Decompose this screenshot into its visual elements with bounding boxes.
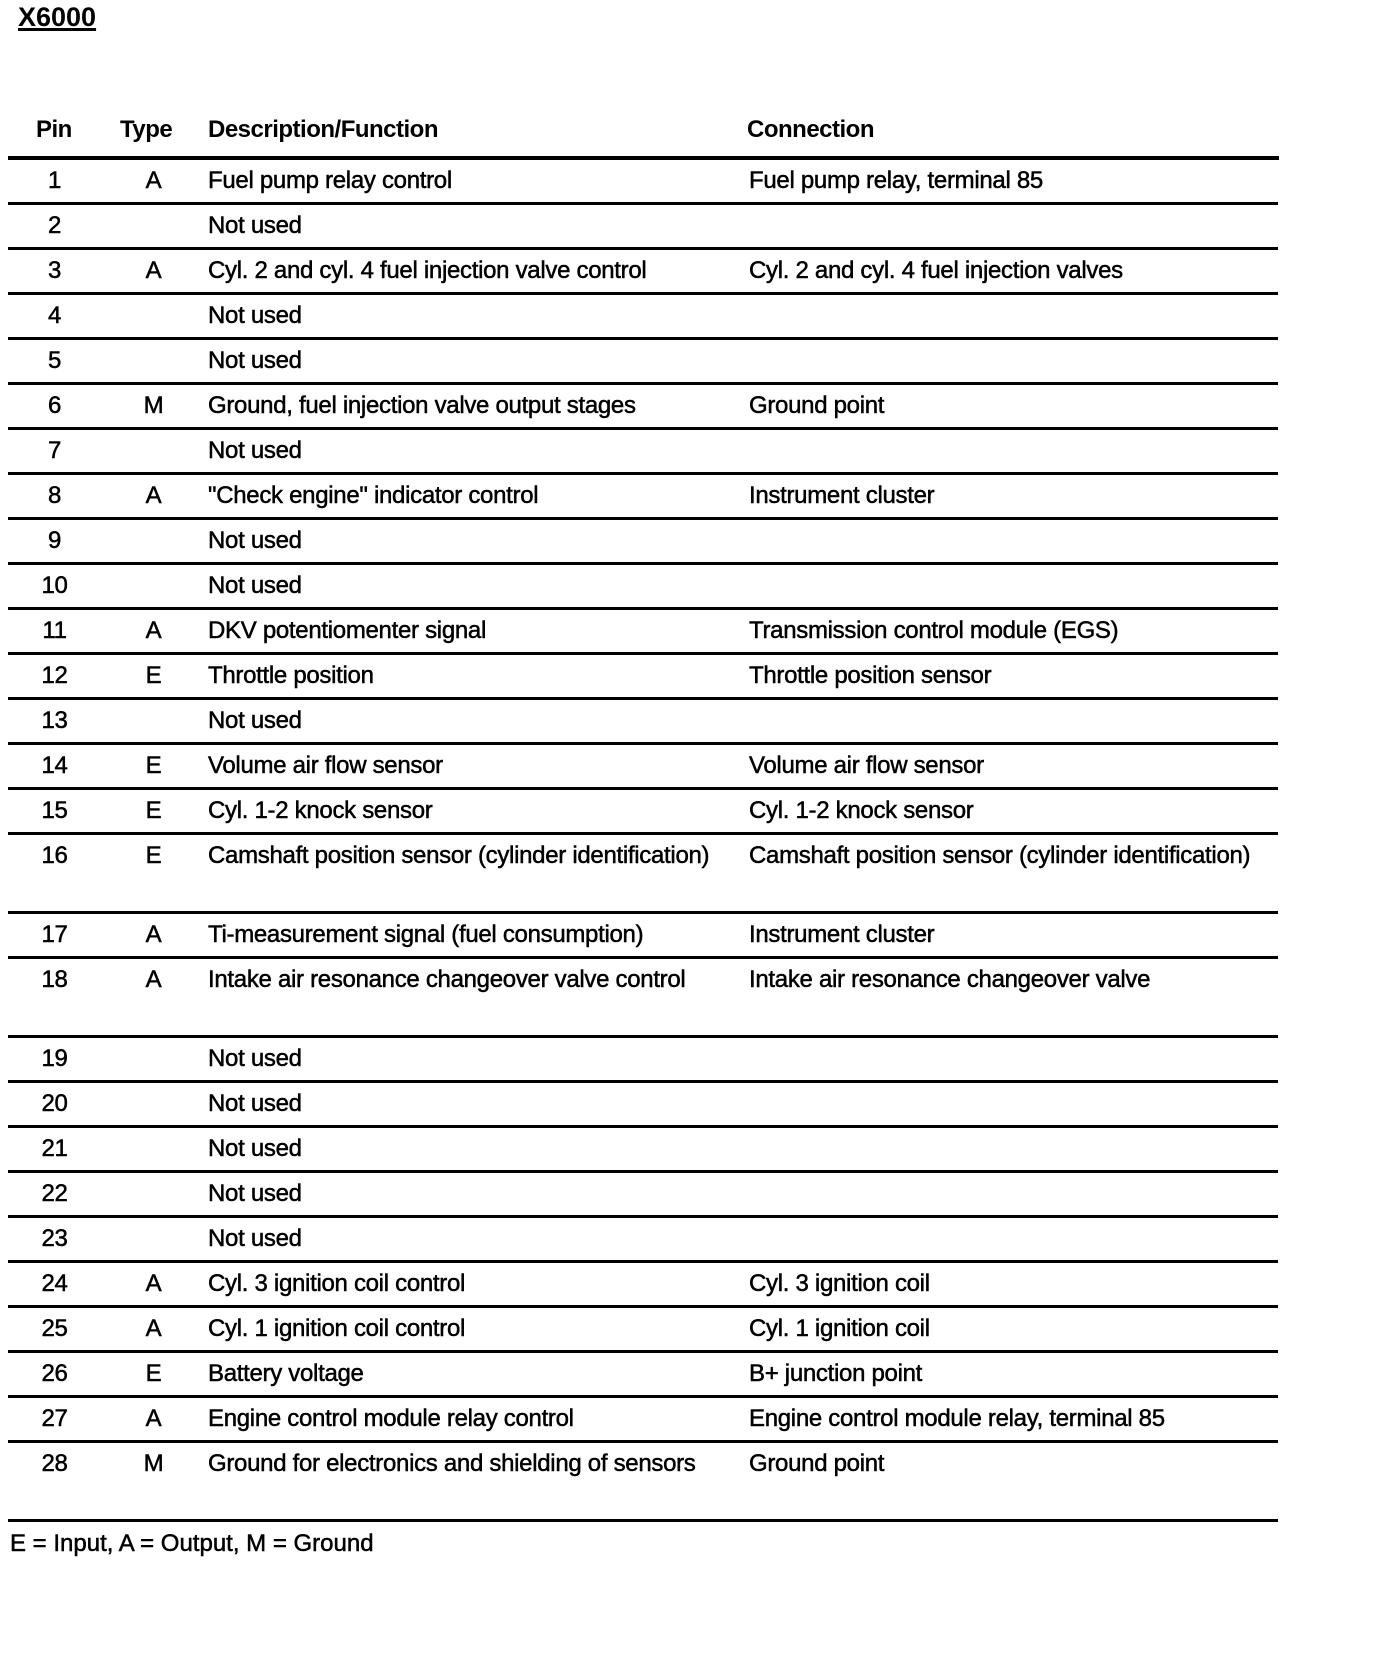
table-row — [8, 1307, 1278, 1352]
description-cell: Not used — [206, 699, 747, 744]
connection-cell — [747, 1217, 1278, 1262]
connection-cell — [747, 519, 1278, 564]
description-cell: Cyl. 1 ignition coil control — [206, 1307, 747, 1352]
pin-cell: 10 — [8, 564, 101, 609]
pin-cell: 13 — [8, 699, 101, 744]
type-cell — [101, 294, 206, 339]
connection-cell: Ground point — [747, 1442, 1278, 1521]
type-cell: A — [101, 913, 206, 958]
pin-cell: 11 — [8, 609, 101, 654]
table-row — [8, 384, 1278, 429]
connection-cell — [747, 564, 1278, 609]
type-cell: A — [101, 958, 206, 1037]
table-row — [8, 160, 1278, 204]
description-cell: Ground, fuel injection valve output stages — [206, 384, 747, 429]
type-cell: A — [101, 1397, 206, 1442]
connection-cell: B+ junction point — [747, 1352, 1278, 1397]
table-row — [8, 1127, 1278, 1172]
pin-cell: 20 — [8, 1082, 101, 1127]
connection-cell: Ground point — [747, 384, 1278, 429]
connection-cell: Instrument cluster — [747, 474, 1278, 519]
description-cell: Not used — [206, 1217, 747, 1262]
description-cell: Volume air flow sensor — [206, 744, 747, 789]
connection-cell — [747, 1037, 1278, 1082]
connection-cell: Cyl. 3 ignition coil — [747, 1262, 1278, 1307]
pin-cell: 14 — [8, 744, 101, 789]
connection-cell — [747, 1127, 1278, 1172]
table-row — [8, 1172, 1278, 1217]
table-row — [8, 204, 1278, 249]
table-row — [8, 609, 1278, 654]
type-cell: M — [101, 1442, 206, 1521]
pin-cell: 23 — [8, 1217, 101, 1262]
type-cell: A — [101, 160, 206, 204]
connection-cell: Cyl. 2 and cyl. 4 fuel injection valves — [747, 249, 1278, 294]
type-cell — [101, 1037, 206, 1082]
pin-cell: 26 — [8, 1352, 101, 1397]
pin-cell: 16 — [8, 834, 101, 913]
connection-cell: Transmission control module (EGS) — [747, 609, 1278, 654]
header-description: Description/Function — [208, 116, 438, 143]
type-cell: A — [101, 474, 206, 519]
pin-cell: 15 — [8, 789, 101, 834]
description-cell: Intake air resonance changeover valve control — [206, 958, 747, 1037]
header-type: Type — [120, 116, 173, 143]
pin-cell: 2 — [8, 204, 101, 249]
pin-cell: 3 — [8, 249, 101, 294]
description-cell: Engine control module relay control — [206, 1397, 747, 1442]
table-row — [8, 699, 1278, 744]
type-cell: A — [101, 249, 206, 294]
table-row — [8, 1082, 1278, 1127]
description-cell: "Check engine" indicator control — [206, 474, 747, 519]
type-cell — [101, 339, 206, 384]
description-cell: DKV potentiomenter signal — [206, 609, 747, 654]
table-row — [8, 339, 1278, 384]
description-cell: Not used — [206, 1172, 747, 1217]
pin-table — [8, 160, 1278, 1522]
connection-cell: Camshaft position sensor (cylinder identification) — [747, 834, 1278, 913]
table-row — [8, 564, 1278, 609]
connection-cell: Throttle position sensor — [747, 654, 1278, 699]
description-cell: Ground for electronics and shielding of sensors — [206, 1442, 747, 1521]
table-row — [8, 1037, 1278, 1082]
connection-cell — [747, 1172, 1278, 1217]
table-row — [8, 1217, 1278, 1262]
type-cell: E — [101, 654, 206, 699]
table-row — [8, 1352, 1278, 1397]
description-cell: Not used — [206, 1082, 747, 1127]
description-cell: Battery voltage — [206, 1352, 747, 1397]
description-cell: Not used — [206, 204, 747, 249]
pin-cell: 21 — [8, 1127, 101, 1172]
pin-cell: 8 — [8, 474, 101, 519]
table-row — [8, 958, 1278, 1037]
pin-cell: 19 — [8, 1037, 101, 1082]
connection-cell — [747, 204, 1278, 249]
type-cell — [101, 699, 206, 744]
table-row — [8, 744, 1278, 789]
description-cell: Not used — [206, 429, 747, 474]
table-row — [8, 1442, 1278, 1521]
description-cell: Cyl. 1-2 knock sensor — [206, 789, 747, 834]
type-cell — [101, 204, 206, 249]
connection-cell — [747, 294, 1278, 339]
description-cell: Throttle position — [206, 654, 747, 699]
connection-cell — [747, 429, 1278, 474]
connection-cell — [747, 699, 1278, 744]
header-connection: Connection — [747, 116, 874, 143]
type-cell: A — [101, 609, 206, 654]
description-cell: Not used — [206, 564, 747, 609]
table-row — [8, 834, 1278, 913]
table-row — [8, 249, 1278, 294]
type-cell — [101, 1172, 206, 1217]
type-cell — [101, 564, 206, 609]
connection-cell: Volume air flow sensor — [747, 744, 1278, 789]
type-cell — [101, 429, 206, 474]
description-cell: Ti-measurement signal (fuel consumption) — [206, 913, 747, 958]
type-cell: E — [101, 834, 206, 913]
connection-cell: Intake air resonance changeover valve — [747, 958, 1278, 1037]
connector-title: X6000 — [18, 2, 97, 32]
table-row — [8, 519, 1278, 564]
pin-cell: 28 — [8, 1442, 101, 1521]
table-row — [8, 429, 1278, 474]
pin-cell: 27 — [8, 1397, 101, 1442]
type-cell: A — [101, 1307, 206, 1352]
description-cell: Not used — [206, 519, 747, 564]
pin-cell: 7 — [8, 429, 101, 474]
pin-cell: 12 — [8, 654, 101, 699]
connection-cell — [747, 1082, 1278, 1127]
description-cell: Camshaft position sensor (cylinder identification) — [206, 834, 747, 913]
description-cell: Fuel pump relay control — [206, 160, 747, 204]
table-header — [8, 116, 1278, 156]
type-cell: E — [101, 744, 206, 789]
table-row — [8, 1262, 1278, 1307]
type-cell: M — [101, 384, 206, 429]
connection-cell: Engine control module relay, terminal 85 — [747, 1397, 1278, 1442]
table-row — [8, 913, 1278, 958]
pin-cell: 25 — [8, 1307, 101, 1352]
table-row — [8, 654, 1278, 699]
header-pin: Pin — [36, 116, 72, 143]
pin-cell: 17 — [8, 913, 101, 958]
description-cell: Cyl. 2 and cyl. 4 fuel injection valve control — [206, 249, 747, 294]
table-row — [8, 294, 1278, 339]
connection-cell: Fuel pump relay, terminal 85 — [747, 160, 1278, 204]
type-cell: E — [101, 789, 206, 834]
type-cell — [101, 1217, 206, 1262]
connection-cell: Cyl. 1-2 knock sensor — [747, 789, 1278, 834]
type-cell — [101, 1127, 206, 1172]
pin-cell: 1 — [8, 160, 101, 204]
type-cell: E — [101, 1352, 206, 1397]
description-cell: Not used — [206, 339, 747, 384]
description-cell: Not used — [206, 294, 747, 339]
connection-cell — [747, 339, 1278, 384]
table-row — [8, 474, 1278, 519]
description-cell: Cyl. 3 ignition coil control — [206, 1262, 747, 1307]
type-cell — [101, 1082, 206, 1127]
pin-cell: 22 — [8, 1172, 101, 1217]
pin-cell: 24 — [8, 1262, 101, 1307]
connection-cell: Instrument cluster — [747, 913, 1278, 958]
description-cell: Not used — [206, 1127, 747, 1172]
table-row — [8, 1397, 1278, 1442]
description-cell: Not used — [206, 1037, 747, 1082]
pin-cell: 6 — [8, 384, 101, 429]
pin-cell: 5 — [8, 339, 101, 384]
type-cell: A — [101, 1262, 206, 1307]
connection-cell: Cyl. 1 ignition coil — [747, 1307, 1278, 1352]
pin-cell: 9 — [8, 519, 101, 564]
pin-cell: 4 — [8, 294, 101, 339]
type-legend: E = Input, A = Output, M = Ground — [10, 1530, 374, 1557]
pin-cell: 18 — [8, 958, 101, 1037]
type-cell — [101, 519, 206, 564]
table-row — [8, 789, 1278, 834]
